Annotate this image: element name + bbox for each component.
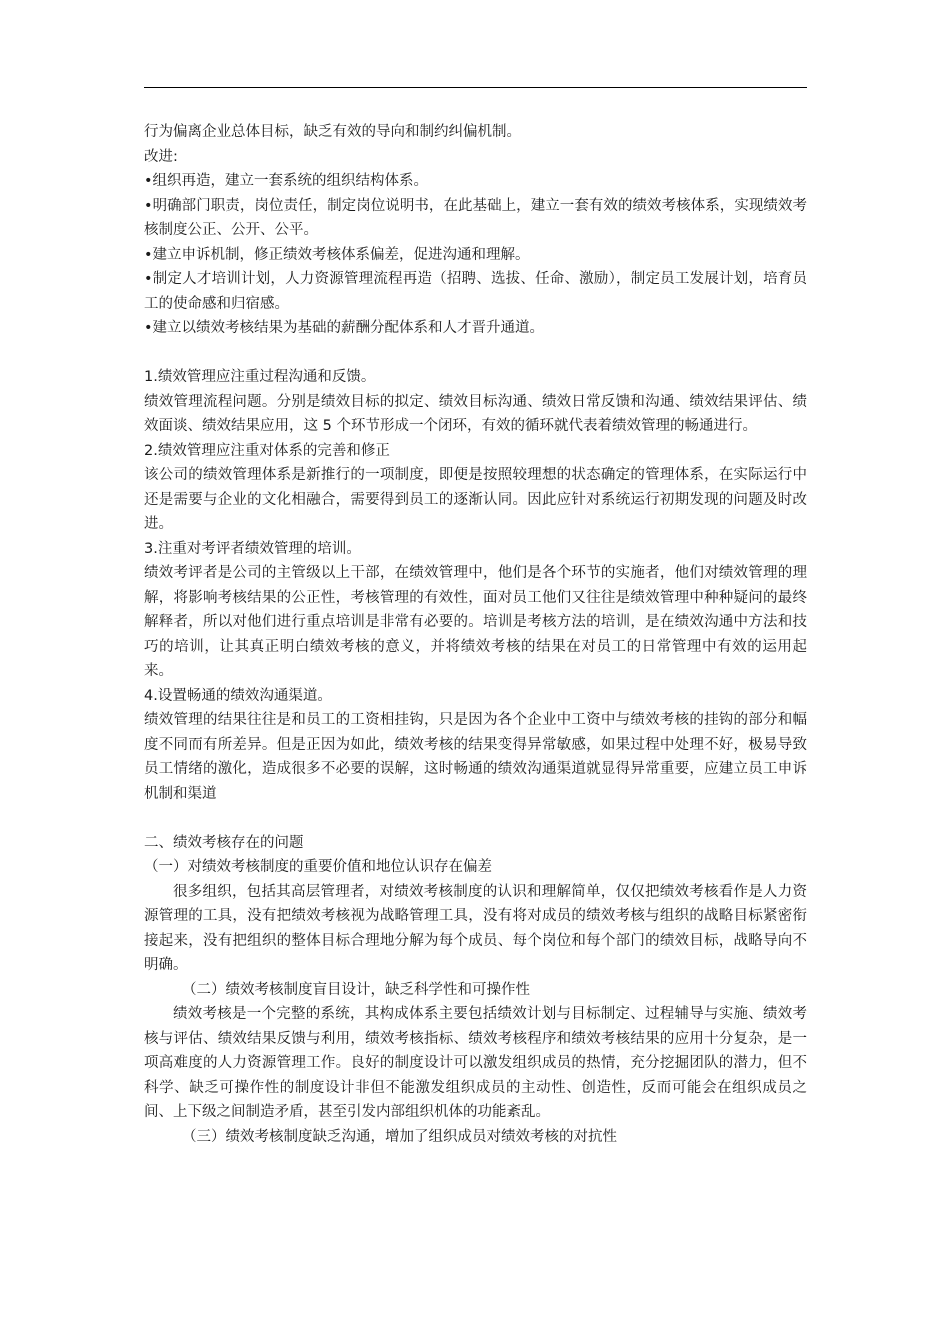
numbered-heading: 1.绩效管理应注重过程沟通和反馈。	[144, 369, 376, 385]
subsection-heading: （二）绩效考核制度盲目设计，缺乏科学性和可操作性	[182, 981, 530, 998]
bullet-item: •建立申诉机制，修正绩效考核体系偏差，促进沟通和理解。	[144, 246, 530, 263]
bullet-item: •制定人才培训计划，人力资源管理流程再造（招聘、选拔、任命、激励），制定员工发展计划，培育员工的使命感和归宿感。	[144, 271, 807, 312]
paragraph: 绩效管理的结果往往是和员工的工资相挂钩，只是因为各个企业中工资中与绩效考核的挂钩的部分和幅度不同而有所差异。但是正因为如此，绩效考核的结果变得异常敏感，如果过程中处理不好，极易导致员工情绪的激化，造成很多不必要的误解，这时畅通的绩效沟通渠道就显得异常重要，应建立员工申诉机制和渠道	[144, 712, 807, 802]
paragraph: 绩效考核是一个完整的系统，其构成体系主要包括绩效计划与目标制定、过程辅导与实施、绩效考核与评估、绩效结果反馈与利用，绩效考核指标、绩效考核程序和绩效考核结果的应用十分复杂，是一项高难度的人力资源管理工作。良好的制度设计可以激发组织成员的热情，充分挖掘团队的潜力，但不科学、缺乏可操作性的制度设计非但不能激发组织成员的主动性、创造性，反而可能会在组织成员之间、上下级之间制造矛盾，甚至引发内部组织机体的功能紊乱。	[144, 1006, 807, 1120]
paragraph: 绩效考评者是公司的主管级以上干部，在绩效管理中，他们是各个环节的实施者，他们对绩效管理的理解，将影响考核结果的公正性，考核管理的有效性，面对员工他们又往往是绩效管理中种种疑问的最终解释者，所以对他们进行重点培训是非常有必要的。培训是考核方法的培训，是在绩效沟通中方法和技巧的培训，让其真正明白绩效考核的意义，并将绩效考核的结果在对员工的日常管理中有效的运用起来。	[144, 565, 807, 679]
bullet-item: •组织再造，建立一套系统的组织结构体系。	[144, 173, 429, 189]
document-body	[144, 120, 807, 1149]
numbered-heading: 2.绩效管理应注重对体系的完善和修正	[144, 442, 390, 459]
paragraph: 绩效管理流程问题。分别是绩效目标的拟定、绩效目标沟通、绩效日常反馈和沟通、绩效结果评估、绩效面谈、绩效结果应用，这 5 个环节形成一个闭环，有效的循环就代表着绩效管理的畅通进行。	[144, 393, 807, 434]
improvement-heading: 改进:	[144, 148, 178, 165]
paragraph: 很多组织，包括其高层管理者，对绩效考核制度的认识和理解简单，仅仅把绩效考核看作是人力资源管理的工具，没有把绩效考核视为战略管理工具，没有将对成员的绩效考核与组织的战略目标紧密衔接起来，没有把组织的整体目标合理地分解为每个成员、每个岗位和每个部门的绩效目标，战略导向不明确。	[144, 883, 807, 973]
bullet-item: •明确部门职责，岗位责任，制定岗位说明书，在此基础上，建立一套有效的绩效考核体系，实现绩效考核制度公正、公开、公平。	[144, 197, 807, 238]
header-rule	[144, 87, 807, 88]
subsection-heading: （三）绩效考核制度缺乏沟通，增加了组织成员对绩效考核的对抗性	[182, 1128, 617, 1145]
subsection-heading: （一）对绩效考核制度的重要价值和地位认识存在偏差	[144, 859, 492, 875]
section-heading: 二、绩效考核存在的问题	[144, 834, 304, 851]
bullet-item: •建立以绩效考核结果为基础的薪酬分配体系和人才晋升通道。	[144, 320, 545, 336]
blank-line	[144, 806, 807, 831]
paragraph-continuation: 行为偏离企业总体目标，缺乏有效的导向和制约纠偏机制。	[144, 124, 521, 140]
numbered-heading: 4.设置畅通的绩效沟通渠道。	[144, 687, 332, 704]
blank-line	[144, 341, 807, 366]
numbered-heading: 3.注重对考评者绩效管理的培训。	[144, 540, 361, 557]
paragraph: 该公司的绩效管理体系是新推行的一项制度，即便是按照较理想的状态确定的管理体系，在实际运行中还是需要与企业的文化相融合，需要得到员工的逐渐认同。因此应针对系统运行初期发现的问题及时改进。	[144, 467, 807, 532]
